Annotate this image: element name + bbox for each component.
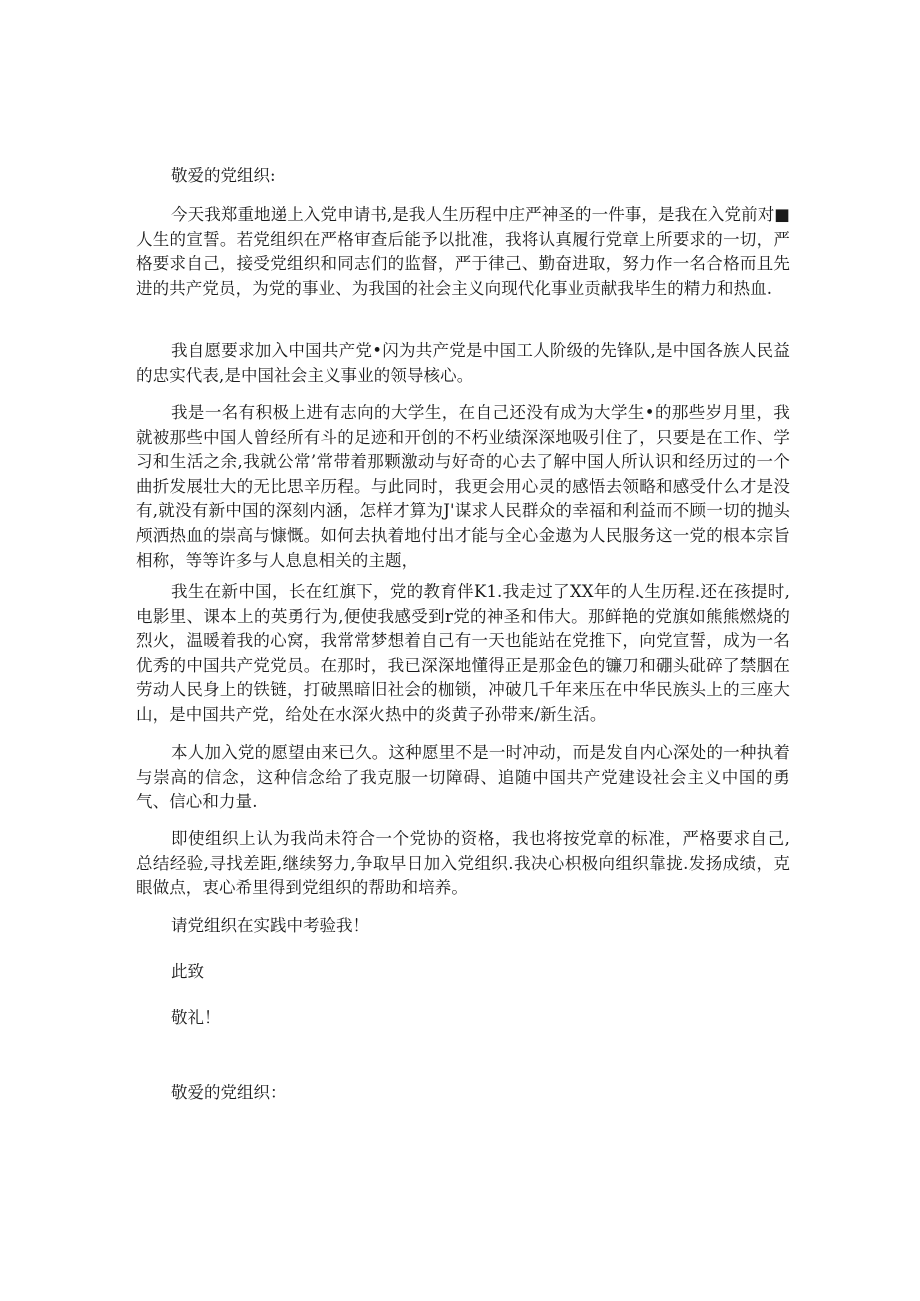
paragraph-6: 即使组织上认为我尚未符合一个党协的资格，我也将按党章的标准，严格要求自己,总结经验,寻找差距,继续努力,争取早日加入党组织.我决心枳极向组织靠拢.发扬成绩，克眼做点，衷心希里得到党组织的帮助和培养。: [136, 829, 790, 898]
paragraph-4: 我生在新中国，长在红旗下，党的教育伴K1.我走过了XX年的人生历程.还在孩提时,电影里、课本上的英勇行为,便使我感受到r党的神圣和伟大。那鲜艳的党旗如熊熊燃烧的烈火，温暖着我的心窝，我常常梦想着自己有一天也能站在党推下，向党宣誓，成为一名优秀的中国共产党党员。在那时，我已深深地懂得正是那金色的镰刀和硼头砒碎了禁胭在劳动人民身上的铁链，打破黑暗旧社会的枷锁，冲破几千年来压在中华民族头上的三座大山，是中国共产党，给处在水深火热中的炎黄子孙带来/新生活。: [136, 582, 790, 724]
letter-salutation: 敬爱的党组织:: [171, 166, 276, 185]
paragraph-3: 我是一名有积极上进有志向的大学生，在自己还没有成为大学生•的那些岁月里，我就被那些中国人曾经所有斗的足迹和开创的不朽业绩深深地吸引住了，只要是在工作、学习和生活之余,我就公常’常带着那颗激动与好奇的心去了解中国人所认识和经历过的一个曲折发展壮大的无比思辛历程。与此同时，我更会用心灵的感悟去领略和感受什么才是没有,就没有新中国的深刻内涵，怎样才算为J'谋求人民群众的幸福和利益而不顾一切的抛头颅洒热血的崇高与慷慨。如何去执着地付出才能与全心金遨为人民服务这一党的根本宗旨相称，等等许多与人息息相关的主题，: [136, 403, 790, 570]
paragraph-5: 本人加入党的愿望由来已久。这种愿里不是一时冲动，而是发自内心深处的一种执着与崇高的信念，这种信念给了我克服一切障碍、追随中国共产党建设社会主义中国的勇气、信心和力量.: [136, 743, 790, 812]
second-letter-salutation: 敬爱的党组织：: [171, 1083, 287, 1102]
closing-request: 请党组织在实践中考验我！: [171, 916, 369, 935]
closing-salute: 敬礼！: [171, 1008, 221, 1027]
paragraph-1: 今天我郑重地递上入党申请书,是我人生历程中庄严神圣的一件事，是我在入党前对■人生的宣誓。若党组织在严格审查后能予以批准，我将认真履行党章上所要求的一切，严格要求自己，接受党组织和同志们的监督，严于律己、勤奋进取，努力作一名合格而且先进的共产党员，为党的事业、为我国的社会主义向现代化事业贡献我毕生的精力和热血.: [136, 205, 790, 298]
paragraph-2: 我自愿要求加入中国共产党•闪为共产党是中国工人阶级的先锋队,是中国各族人民益的忠实代表,是中国社会主义事业的领导核心。: [136, 341, 790, 385]
closing-phrase: 此致: [171, 962, 204, 981]
